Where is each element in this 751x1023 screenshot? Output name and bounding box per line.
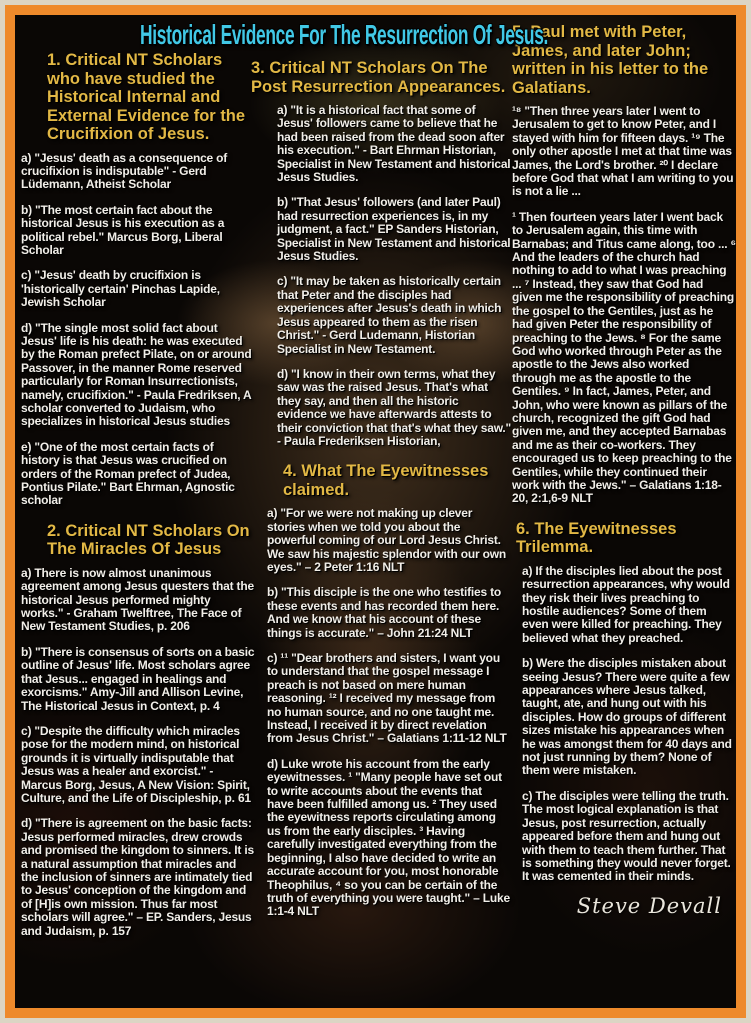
section-1-heading: 1. Critical NT Scholars who have studied the Historical Internal and External Evidence for the Crucifixion of Jesus. — [47, 51, 246, 143]
section-6-heading: 6. The Eyewitnesses Trilemma. — [516, 519, 677, 557]
page-title — [15, 19, 549, 51]
section-6-paragraph-b: b) Were the disciples mistaken about seeing Jesus? There were quite a few appearances where Jesus talked, taught, ate, and hung out with his disciples. How do groups of different sizes mistake his appearances when he was amongst them for 40 days and not just running by them? None of them were mistaken. — [522, 656, 732, 778]
section-2-paragraph-c: c) "Despite the difficulty which miracles pose for the modern mind, on historical grounds it is virtually indisputable that Jesus was a healer and exorcist." - Marcus Borg, Jesus, A New Vision: Spirit, Culture, and the Life of Discipleship, p. 61 — [21, 723, 251, 805]
column-2 — [251, 59, 511, 933]
section-1-paragraph-a: a) "Jesus' death as a consequence of crucifixion is indisputable" - Gerd Lüdemann, Atheist Scholar — [21, 150, 228, 192]
content-canvas — [15, 15, 736, 1008]
section-3-paragraph-b: b) "That Jesus' followers (and later Paul) had resurrection experiences is, in my judgment, a fact." EP Sanders Historian, Specialist in New Testament and historical Jesus Studies. — [277, 195, 511, 264]
author-signature: Steve Devall — [576, 893, 722, 918]
column-1 — [21, 51, 255, 952]
section-1-crucifixion-evidence — [21, 51, 255, 508]
section-3-paragraph-a: a) "It is a historical fact that some of Jesus' followers came to believe that he had been raised from the dead soon after his execution." - Bart Ehrman Historian, Specialist in New Testament and historical Jesus Studies. — [277, 103, 511, 185]
section-2-paragraph-b: b) "There is consensus of sorts on a basic outline of Jesus' life. Most scholars agree that Jesus... engaged in healings and exorcisms." Amy-Jill and Allison Levine, The Historical Jesus in Context, p. 4 — [21, 644, 255, 713]
section-4-eyewitnesses-claimed — [251, 462, 511, 918]
section-2-paragraph-d: d) "There is agreement on the basic facts: Jesus performed miracles, drew crowds and promised the kingdom to sinners. It is a natural assumption that miracles and the inclusion of sinners are intimately tied to Jesus' conception of the kingdom and of [H]is own mission. Thus far most scholars will agree." – EP. Sanders, Jesus and Judaism, p. 157 — [21, 816, 254, 938]
section-4-heading: 4. What The Eyewitnesses claimed. — [283, 462, 489, 499]
section-4-paragraph-d: d) Luke wrote his account from the early eyewitnesses. ¹ "Many people have set out to write accounts about the events that have been fulfilled among us. ² They used the eyewitness reports circulating among us from the early disciples. ³ Having carefully investigated everything from the beginning, I also have decided to write an accurate account for you, most honorable Theophilus, ⁴ so you can be certain of the truth of everything you were taught." – Luke 1:1-4 NLT — [267, 756, 510, 919]
section-3-heading: 3. Critical NT Scholars On The Post Resurrection Appearances. — [251, 59, 506, 96]
section-2-miracles — [21, 522, 255, 938]
section-2-paragraph-a: a) There is now almost unanimous agreement among Jesus questers that the historical Jesus performed mighty works." - Graham Twelftree, The Face of New Testament Studies, p. 206 — [21, 565, 254, 634]
section-5-paragraph-2: ¹ Then fourteen years later I went back to Jerusalem again, this time with Barnabas; and Titus came along, too ... ⁶ And the leaders of the church had nothing to add to what I was preaching ... ⁷ Instead, they saw that God had given me the responsibility of preaching the gospel to the Gentiles, just as he had given Peter the responsibility of preaching to the Jews. ⁸ For the same God who worked through Peter as the apostle to the Jews also worked through me as the apostle to the Gentiles. ⁹ In fact, James, Peter, and John, who were known as pillars of the church, recognized the gift God had given me, and they accepted Barnabas and me as their co-workers. They encouraged us to keep preaching to the Gentiles, while they continued their work with the Jews." – Galatians 1:18-20, 2:1,6-9 NLT — [512, 209, 736, 506]
section-1-paragraph-b: b) "The most certain fact about the historical Jesus is his execution as a political rebel." Marcus Borg, Liberal Scholar — [21, 202, 225, 257]
section-1-paragraph-e: e) "One of the most certain facts of history is that Jesus was crucified on orders of the Roman prefect of Judea, Pontius Pilate." Bart Ehrman, Agnostic scholar — [21, 439, 235, 508]
section-5-paragraph-1: ¹⁸ "Then three years later I went to Jerusalem to get to know Peter, and I stayed with him for fifteen days. ¹⁹ The only other apostle I met at that time was James, the Lord's brother. ²⁰ I declare before God that what I am writing to you is not a lie ... — [512, 104, 734, 199]
page-title-text: Historical Evidence For The Resurrection Of Jesus. — [140, 19, 549, 50]
section-4-paragraph-b: b) "This disciple is the one who testifies to these events and has recorded them here. And we know that his account of these things is accurate." – John 21:24 NLT — [267, 585, 502, 640]
section-4-paragraph-c: c) ¹¹ "Dear brothers and sisters, I want you to understand that the gospel message I preach is not based on mere human reasoning. ¹² I received my message from no human source, and no one taught me. Instead, I received it by direct revelation from Jesus Christ." – Galatians 1:11-12 NLT — [267, 651, 507, 746]
section-3-paragraph-d: d) "I know in their own terms, what they saw was the raised Jesus. That's what they say, and then all the historic evidence we have afterwards attests to their conviction that that's what they saw." - Paula Frederiksen Historian, — [277, 366, 512, 448]
section-1-paragraph-d: d) "The single most solid fact about Jesus' life is his death: he was executed by the Roman prefect Pilate, on or around Passover, in the manner Rome reserved particularly for Roman Insurrectionists, namely, crucifixion." - Paula Fredriksen, A scholar converted to Judaism, who specializes in historical Jesus studies — [21, 320, 252, 429]
section-6-paragraph-a: a) If the disciples lied about the post resurrection appearances, why would they risk their lives preaching to hostile audiences? Some of them even were killed for preaching. They believed what they preached. — [522, 563, 730, 645]
section-3-paragraph-c: c) "It may be taken as historically certain that Peter and the disciples had experiences after Jesus's death in which Jesus appeared to them as the risen Christ." - Gerd Ludemann, Historian Specialist in New Testament. — [277, 274, 502, 356]
section-4-paragraph-a: a) "For we were not making up clever stories when we told you about the powerful coming of our Lord Jesus Christ. We saw his majestic splendor with our own eyes." – 2 Peter 1:16 NLT — [267, 506, 506, 574]
section-6-trilemma — [512, 520, 736, 884]
section-1-paragraph-c: c) "Jesus' death by crucifixion is 'historically certain' Pinchas Lapide, Jewish Scholar — [21, 268, 220, 310]
section-5-heading: 5. Paul met with Peter, James, and later John; written in his letter to the Galatians. — [512, 23, 709, 97]
section-6-paragraph-c: c) The disciples were telling the truth. The most logical explanation is that Jesus, post resurrection, actually appeared before them and hung out with them to teach them further. That is something they would never forget. It was cemented in their minds. — [522, 788, 731, 884]
column-3 — [512, 23, 736, 918]
section-2-heading: 2. Critical NT Scholars On The Miracles Of Jesus — [47, 521, 250, 559]
section-5-paul-galatians — [512, 23, 736, 506]
section-3-post-resurrection — [251, 59, 511, 448]
